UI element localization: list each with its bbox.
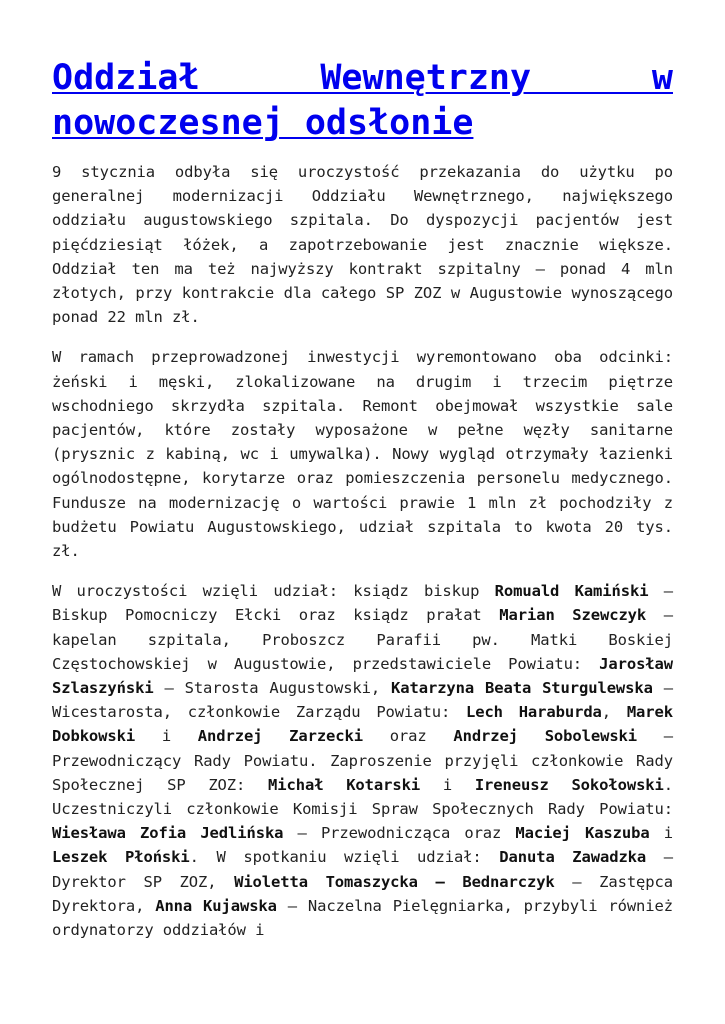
- person-name: Lech Haraburda: [465, 703, 602, 722]
- text-segment: – kapelan szpitala, Proboszcz Parafii pw. Matki Boskiej Częstochowskiej w Augustowie, przedstawiciele Powiatu:: [52, 606, 674, 673]
- person-name: Michał Kotarski: [268, 775, 421, 794]
- article: [52, 56, 673, 958]
- text-segment: i: [649, 824, 673, 843]
- text-segment: – Biskup Pomocniczy Ełcki oraz ksiądz prałat: [52, 582, 673, 625]
- text-segment: W uroczystości wzięli udział: ksiądz biskup: [52, 582, 495, 601]
- text-segment: – Dyrektor SP ZOZ,: [52, 848, 674, 891]
- text-segment: ,: [601, 703, 627, 722]
- article-title-link[interactable]: Oddział Wewnętrzny w nowoczesnej odsłonie: [52, 58, 673, 143]
- text-segment: – Przewodniczący Rady Powiatu. Zaproszenie przyjęli członkowie Rady Społecznej SP ZOZ:: [52, 727, 673, 794]
- text-segment: – Przewodnicząca oraz: [283, 824, 516, 843]
- text-segment: i: [420, 775, 475, 794]
- text-segment: oraz: [362, 727, 454, 746]
- person-name: Jarosław Szlaszyński: [52, 654, 673, 698]
- text-segment: – Naczelna Pielęgniarka, przybyli również ordynatorzy oddziałów i: [52, 896, 673, 940]
- article-paragraph-2: W ramach przeprowadzonej inwestycji wyremontowano oba odcinki: żeński i męski, zlokalizowane na drugim i trzecim piętrze wschodniego skrzydła szpitala. Remont obejmował wszystkie sale pacjentów, które zostały wyposażone w pełne węzły sanitarne (prysznic z kabiną, wc i umywalka). Nowy wygląd otrzymały łazienki ogólnodostępne, korytarze oraz pomieszczenia personelu medycznego. Fundusze na modernizację o wartości prawie 1 mln zł pochodziły z budżetu Powiatu Augustowskiego, udział szpitala to kwota 20 tys. zł.: [52, 348, 673, 561]
- text-segment: – Zastępca Dyrektora,: [52, 872, 673, 915]
- person-name: Andrzej Sobolewski: [453, 727, 638, 746]
- person-name: Danuta Zawadzka: [499, 848, 647, 867]
- article-paragraph-3: [52, 579, 673, 942]
- person-name: Wioletta Tomaszycka – Bednarczyk: [234, 872, 555, 891]
- person-name: Maciej Kaszuba: [515, 824, 650, 843]
- text-segment: . Uczestniczyli członkowie Komisji Spraw Społecznych Rady Powiatu:: [52, 775, 674, 819]
- text-segment: . W spotkaniu wzięli udział:: [189, 848, 500, 867]
- text-segment: – Starosta Augustowski,: [153, 679, 392, 698]
- person-name: Ireneusz Sokołowski: [474, 775, 664, 794]
- person-name: Anna Kujawska: [155, 896, 277, 915]
- person-name: Marek Dobkowski: [52, 703, 673, 746]
- text-segment: – Wicestarosta, członkowie Zarządu Powiatu:: [52, 679, 673, 722]
- person-name: Romuald Kamiński: [494, 582, 649, 601]
- person-name: Katarzyna Beata Sturgulewska: [391, 679, 653, 698]
- article-paragraph-1: 9 stycznia odbyła się uroczystość przekazania do użytku po generalnej modernizacji Oddziału Wewnętrznego, największego oddziału augustowskiego szpitala. Do dyspozycji pacjentów jest pięćdziesiąt łóżek, a zapotrzebowanie jest znacznie większe. Oddział ten ma też najwyższy kontrakt szpitalny – ponad 4 mln złotych, przy kontrakcie dla całego SP ZOZ w Augustowie wynoszącego ponad 22 mln zł.: [52, 163, 673, 327]
- article-title: [52, 56, 673, 146]
- person-name: Wiesława Zofia Jedlińska: [52, 824, 284, 843]
- person-name: Marian Szewczyk: [499, 606, 647, 625]
- person-name: Leszek Płoński: [52, 848, 190, 867]
- person-name: Andrzej Zarzecki: [197, 727, 363, 746]
- text-segment: i: [135, 727, 198, 746]
